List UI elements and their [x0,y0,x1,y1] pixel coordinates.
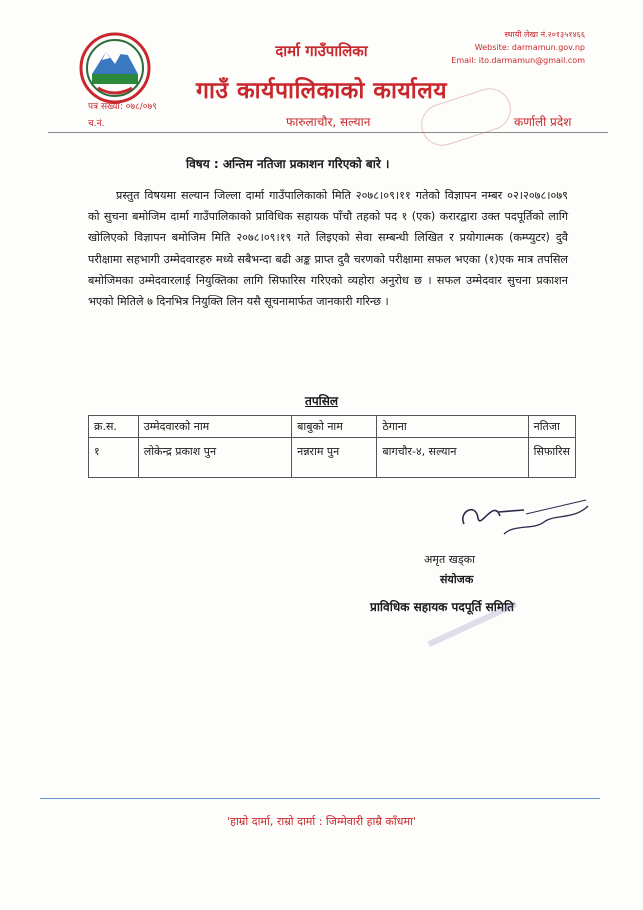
table-header-row [89,416,576,438]
cell-result: सिफारिस [528,438,575,478]
signatory-name: अमृत खड्का [424,553,475,566]
registration-number: स्थायी लेखा नं.२०१३५१४६६ [504,30,585,39]
dispatch-number: च.नं. [88,119,105,129]
header-result: नतिजा [528,416,575,438]
cell-serial: १ [89,438,139,478]
cell-address: बागचौर-४, सल्यान [377,438,528,478]
table-row [89,438,576,478]
email-link[interactable]: Email: ito.darmamun@gmail.com [451,56,585,65]
header-divider [48,132,608,133]
municipality-name: दार्मा गाउँपालिका [275,42,368,60]
committee-name: प्राविधिक सहायक पदपूर्ति समिति [370,600,515,614]
footer-slogan: 'हाम्रो दार्मा, राम्रो दार्मा : जिम्मेवारी हाम्रै काँधमा' [227,815,416,828]
province-name: कर्णाली प्रदेश [514,115,572,129]
header-address: ठेगाना [377,416,528,438]
office-title: गाउँ कार्यपालिकाको कार्यालय [196,78,448,104]
signatory-role: संयोजक [440,573,474,586]
cell-father-name: नन्नराम पुन [292,438,377,478]
header-candidate-name: उम्मेदवारको नाम [138,416,291,438]
header-father-name: बाबुको नाम [292,416,377,438]
body-text: प्रस्तुत विषयमा सल्यान जिल्ला दार्मा गाउँपालिकाको मिति २०७८।०९।११ गतेको विज्ञापन नम्बर ०२।२०७८।०७९ को सुचना बमोजिम दार्मा गाउँपालिकाको प्राविधिक सहायक पाँचौ तहको पद १ (एक) करारद्वारा उक्त पदपूर्तिको लागि खोलिएको विज्ञापन बमोजिम मिति २०७८।०९।१९ गते लिइएको सेवा सम्बन्धी लिखित र प्रयोगात्मक (कम्प्युटर) दुवै परीक्षामा सहभागी उम्मेदवारहरु मध्ये सबैभन्दा बढी अङ्क प्राप्त दुवै चरणको परीक्षामा सफल भएका (१)एक मात्र तपसिल बमोजिमका उम्मेदवारलाई नियुक्तिका लागि सिफारिस गरिएको व्यहोरा अनुरोध छ । सफल उम्मेदवार सुचना प्रकाशन भएको मितिले ७ दिनभित्र नियुक्ति लिन यसै सूचनामार्फत जानकारी गरिन्छ । [88,189,568,309]
website-link[interactable]: Website: darmamun.gov.np [474,43,585,52]
table-title: तपसिल [304,394,338,408]
handwritten-signature [454,494,594,538]
reference-number: पत्र संख्या: ०७८/०७९ [88,102,157,112]
results-table [88,415,576,478]
cell-candidate-name: लोकेन्द्र प्रकाश पुन [138,438,291,478]
footer-divider [40,798,600,799]
body-paragraph [88,185,568,312]
header-serial: क्र.स. [89,416,139,438]
office-address: फारुलाचौर, सल्यान [286,115,371,129]
subject-line: विषय : अन्तिम नतिजा प्रकाशन गरिएको बारे । [186,157,390,171]
contact-block [451,28,585,67]
